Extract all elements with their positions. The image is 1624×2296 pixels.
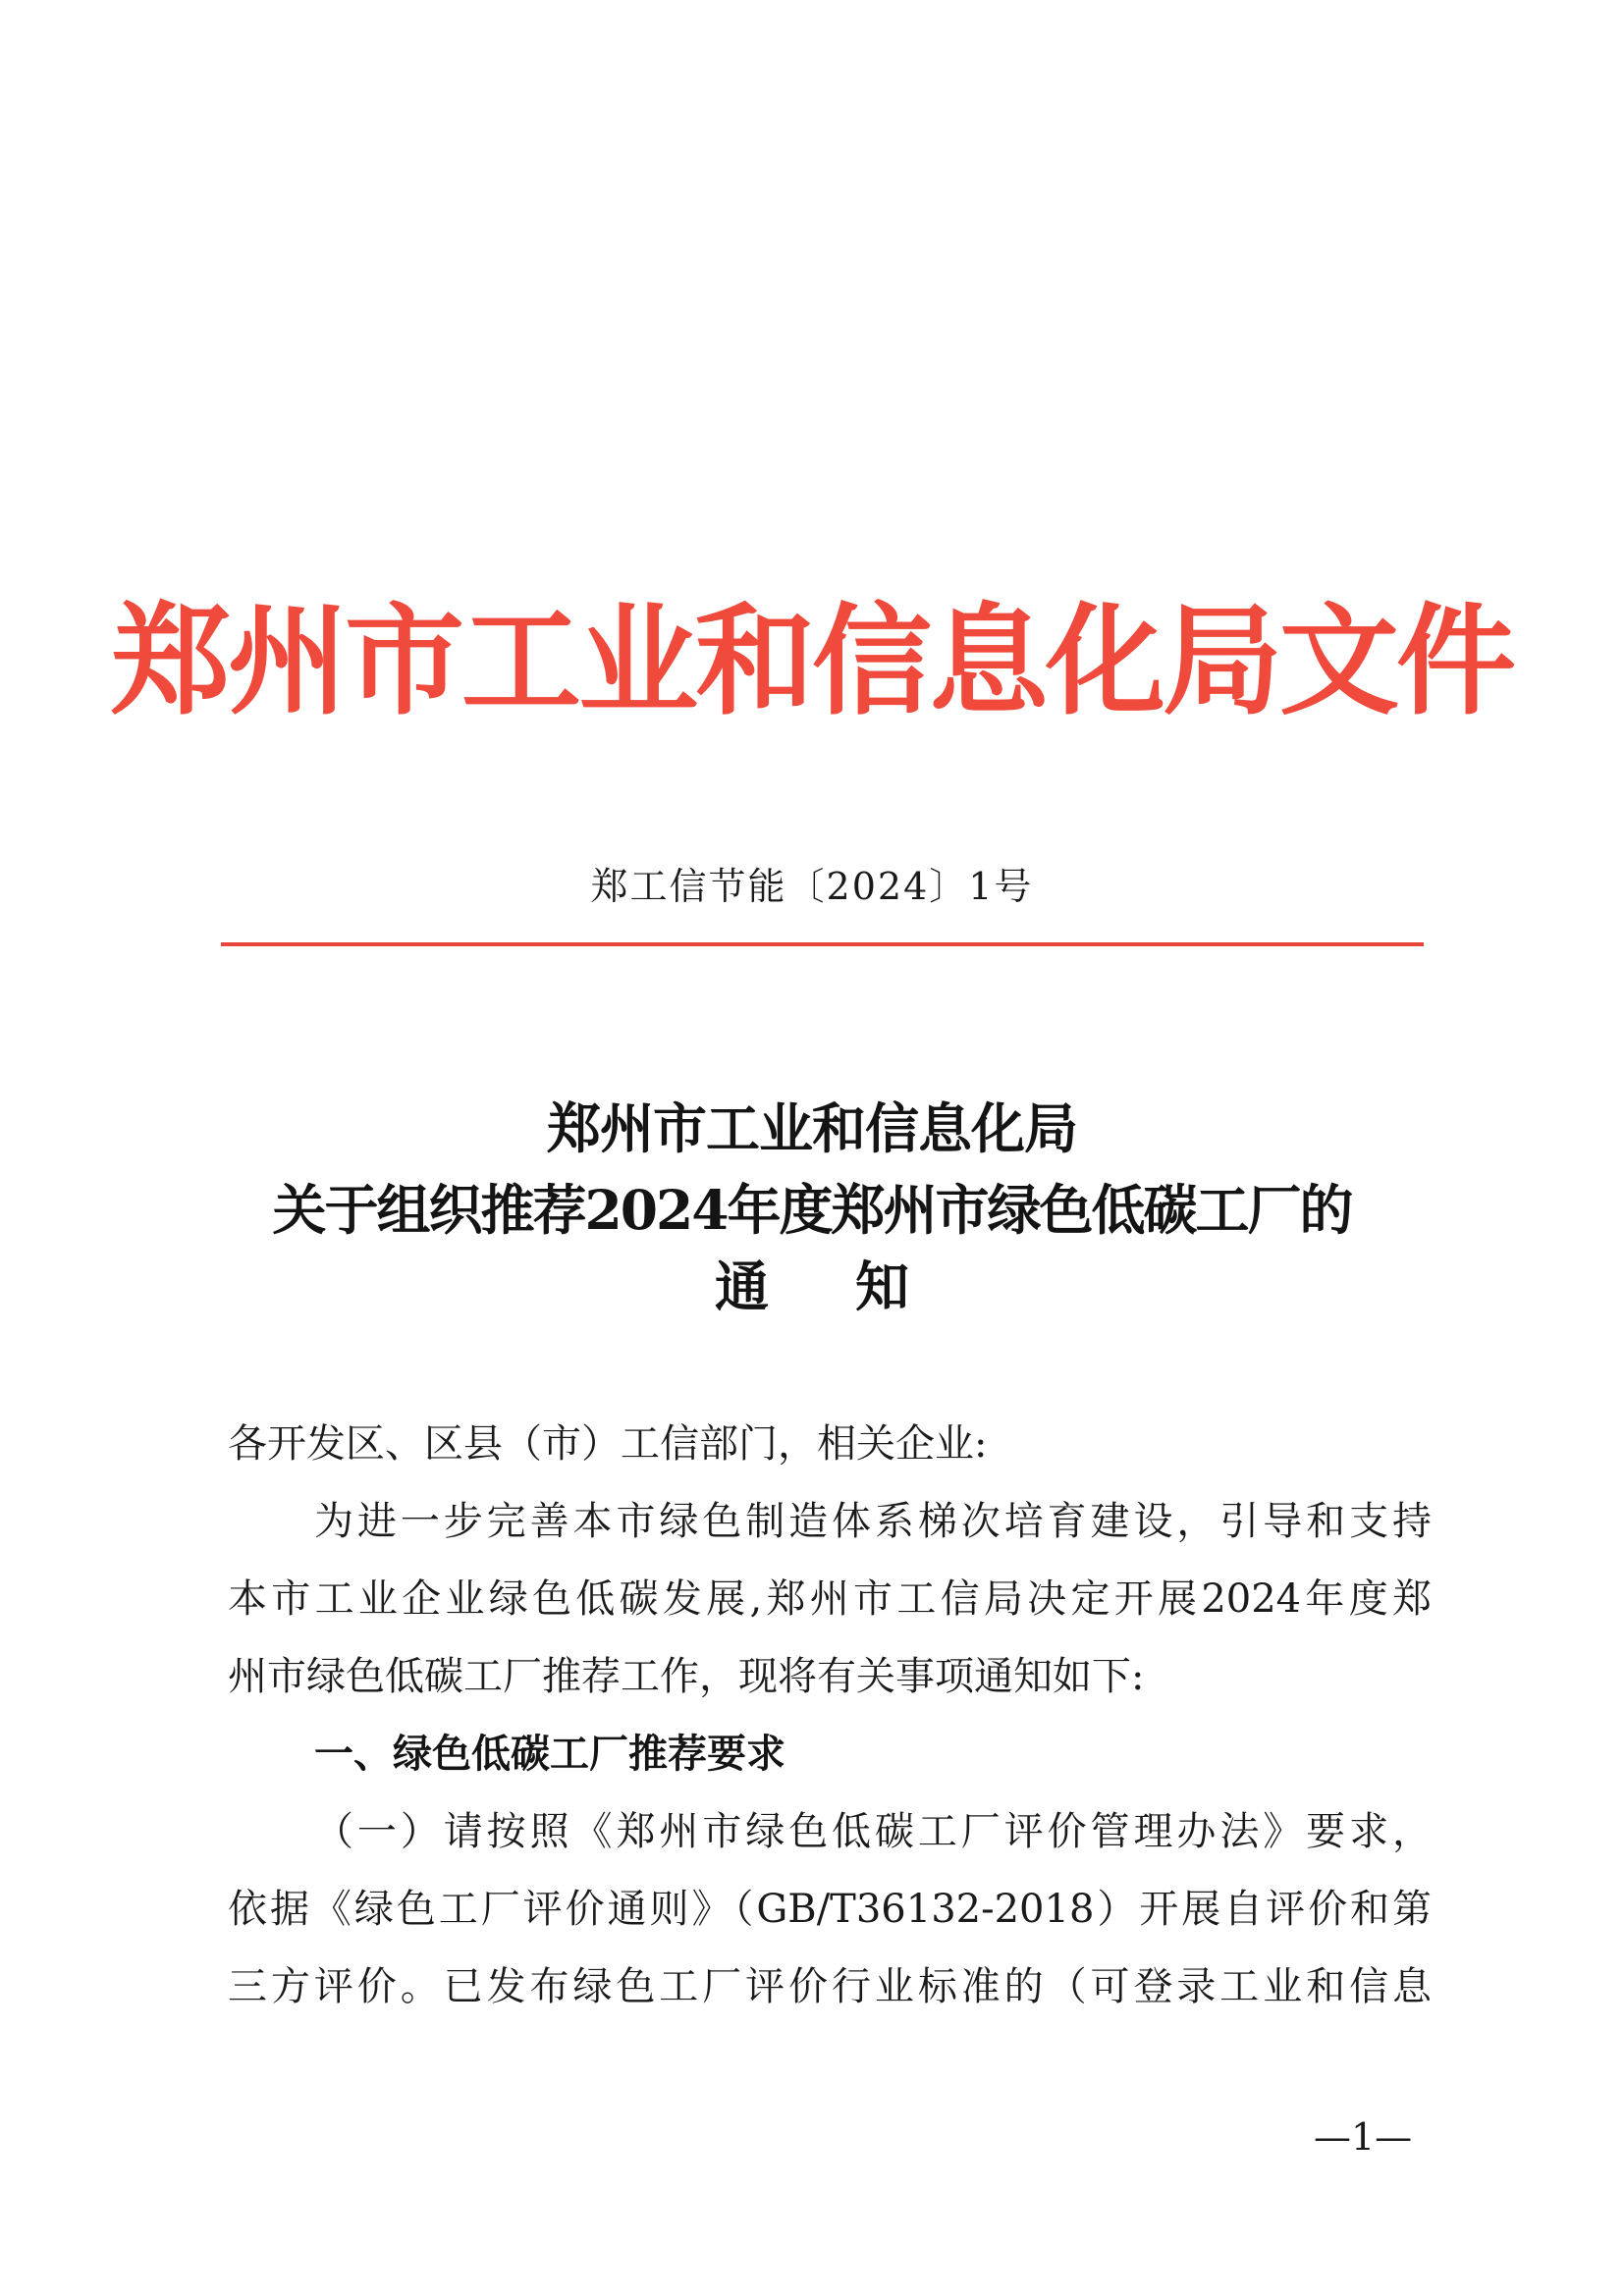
title-line-2: 关于组织推荐2024年度郑州市绿色低碳工厂的 bbox=[272, 1178, 1352, 1242]
section-1-heading: 一、绿色低碳工厂推荐要求 bbox=[314, 1732, 785, 1777]
page-number: —1— bbox=[1314, 2115, 1413, 2159]
salutation: 各开发区、区县（市）工信部门，相关企业: bbox=[228, 1421, 988, 1467]
document-masthead: 郑州市工业和信息化局文件 bbox=[111, 590, 1513, 731]
document-number: 郑工信节能〔2024〕1号 bbox=[590, 865, 1034, 908]
red-separator-line bbox=[221, 942, 1424, 946]
paragraph-2-line-3: 三方评价。已发布绿色工厂评价行业标准的（可登录工业和信息 bbox=[228, 1964, 1432, 2009]
paragraph-1-line-3: 州市绿色低碳工厂推荐工作，现将有关事项通知如下: bbox=[228, 1654, 1145, 1699]
paragraph-1-line-2: 本市工业企业绿色低碳发展,郑州市工信局决定开展2024年度郑 bbox=[228, 1576, 1432, 1622]
paragraph-2-line-1: （一）请按照《郑州市绿色低碳工厂评价管理办法》要求， bbox=[314, 1809, 1432, 1854]
title-line-3: 通知 bbox=[714, 1255, 996, 1318]
paragraph-1-line-1: 为进一步完善本市绿色制造体系梯次培育建设，引导和支持 bbox=[314, 1499, 1432, 1544]
paragraph-2-line-2: 依据《绿色工厂评价通则》（GB/T36132-2018）开展自评价和第 bbox=[228, 1887, 1432, 1932]
title-line-1: 郑州市工业和信息化局 bbox=[546, 1096, 1077, 1160]
